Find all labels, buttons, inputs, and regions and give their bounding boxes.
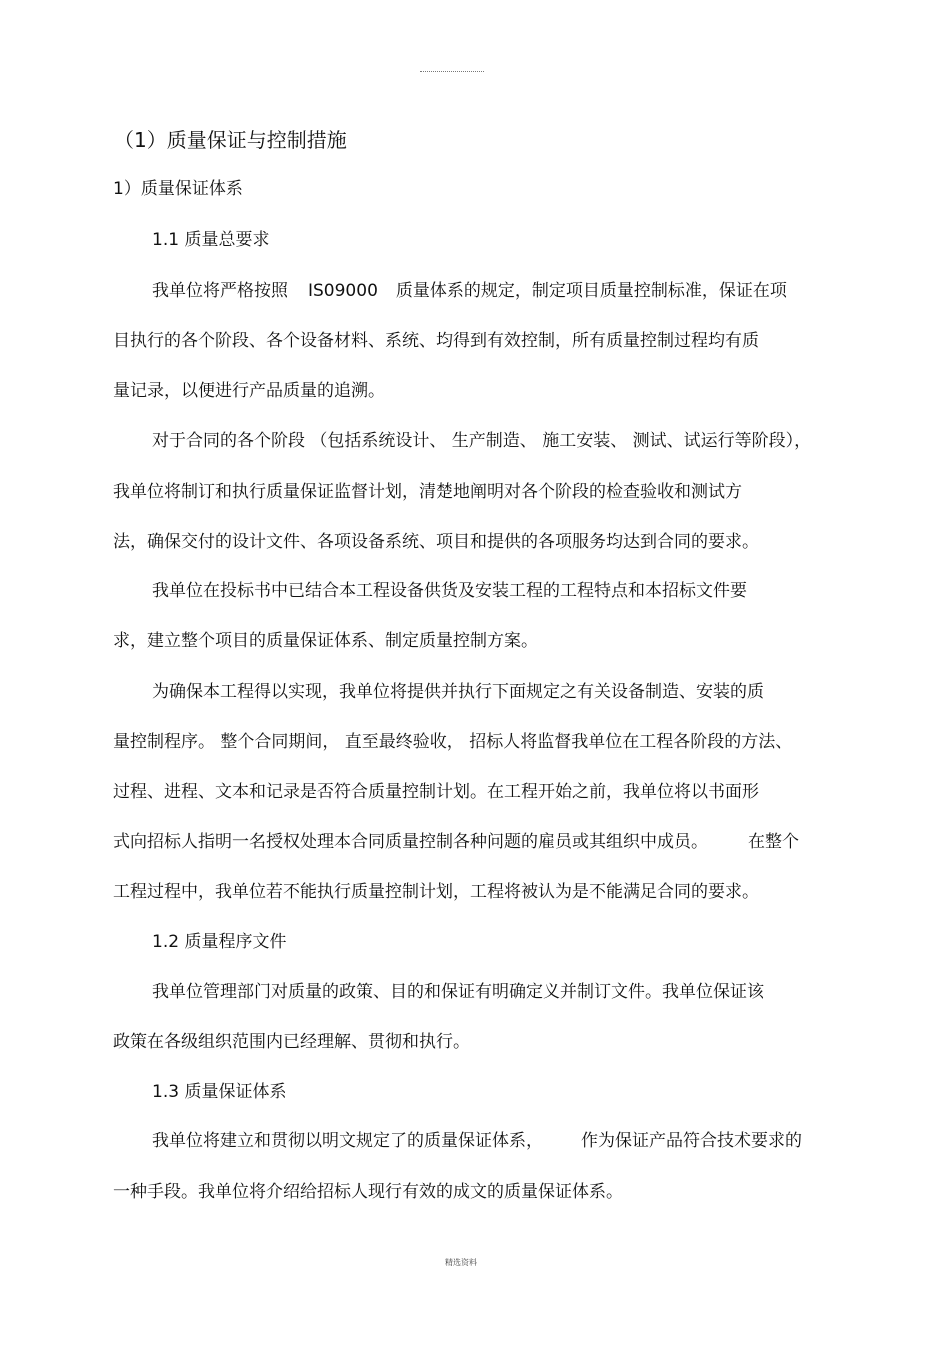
paragraph-line: 量记录，以便进行产品质量的追溯。	[113, 381, 385, 401]
text-span: 式向招标人指明一名授权处理本合同质量控制各种问题的雇员或其组织中成员。	[113, 832, 708, 852]
text-span: 质量体系的规定，制定项目质量控制标准，保证在项	[395, 281, 787, 301]
paragraph-line: 过程、进程、文本和记录是否符合质量控制计划。在工程开始之前，我单位将以书面形	[113, 782, 759, 802]
paragraph-line	[152, 279, 787, 303]
paragraph-line: 我单位管理部门对质量的政策、目的和保证有明确定义并制订文件。我单位保证该	[152, 982, 764, 1002]
section-title: 1）质量保证体系	[113, 179, 243, 199]
text-span: 我单位将建立和贯彻以明文规定了的质量保证体系，	[152, 1131, 543, 1151]
paragraph-line: 一种手段。我单位将介绍给招标人现行有效的成文的质量保证体系。	[113, 1182, 623, 1202]
subsection-title: 1.1 质量总要求	[152, 230, 270, 250]
text-span: 我单位将严格按照	[152, 281, 288, 301]
paragraph-line	[113, 830, 799, 854]
paragraph-line: 法，确保交付的设计文件、各项设备系统、项目和提供的各项服务均达到合同的要求。	[113, 532, 759, 552]
page-heading: （1）质量保证与控制措施	[114, 128, 347, 152]
paragraph-line: 政策在各级组织范围内已经理解、贯彻和执行。	[113, 1032, 470, 1052]
header-dotted-rule	[420, 71, 484, 72]
paragraph-line: 量控制程序。 整个合同期间， 直至最终验收， 招标人将监督我单位在工程各阶段的方法、	[113, 732, 793, 752]
paragraph-line: 为确保本工程得以实现，我单位将提供并执行下面规定之有关设备制造、安装的质	[152, 682, 764, 702]
subsection-title: 1.2 质量程序文件	[152, 932, 287, 952]
text-span: 在整个	[748, 832, 799, 852]
paragraph-line	[152, 1129, 802, 1153]
text-span: IS09000	[308, 281, 378, 301]
page-footer: 精选资料	[445, 1258, 477, 1267]
paragraph-line: 目执行的各个阶段、各个设备材料、系统、均得到有效控制，所有质量控制过程均有质	[113, 331, 759, 351]
paragraph-line: 求，建立整个项目的质量保证体系、制定质量控制方案。	[113, 631, 538, 651]
paragraph-line: 工程过程中，我单位若不能执行质量控制计划，工程将被认为是不能满足合同的要求。	[113, 882, 759, 902]
paragraph-line: 对于合同的各个阶段 （包括系统设计、 生产制造、 施工安装、 测试、试运行等阶段），	[152, 431, 812, 451]
paragraph-line: 我单位在投标书中已结合本工程设备供货及安装工程的工程特点和本招标文件要	[152, 581, 747, 601]
paragraph-line: 我单位将制订和执行质量保证监督计划，清楚地阐明对各个阶段的检查验收和测试方	[113, 482, 742, 502]
text-span: 作为保证产品符合技术要求的	[581, 1131, 802, 1151]
subsection-title: 1.3 质量保证体系	[152, 1082, 287, 1102]
